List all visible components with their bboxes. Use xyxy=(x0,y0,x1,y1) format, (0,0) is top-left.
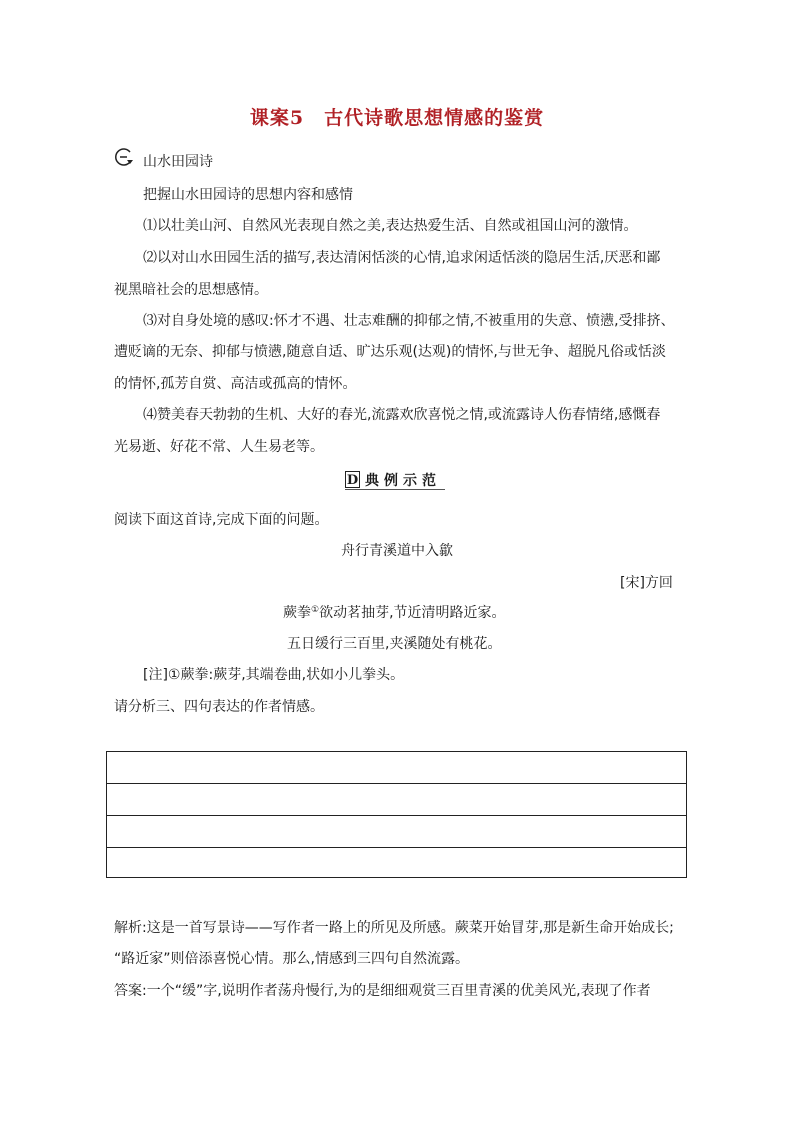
point-1-line-1: ⑴以壮美山河、自然风光表现自然之美,表达热爱生活、自然或祖国山河的激情。 xyxy=(143,218,638,234)
poem-title: 舟行青溪道中入歙 xyxy=(341,543,453,559)
point-3-line-2: 遭贬谪的无奈、抑郁与愤懑,随意自适、旷达乐观(达观)的情怀,与世无争、超脱凡俗或恬淡 xyxy=(114,344,666,360)
answer-writing-box[interactable] xyxy=(106,751,687,878)
poem-note: [注]①蕨拳:蕨芽,其端卷曲,状如小儿拳头。 xyxy=(143,667,405,683)
point-3-line-3: 的情怀,孤芳自赏、高洁或孤高的情怀。 xyxy=(114,376,357,392)
answer-rule-line xyxy=(107,847,686,848)
analysis-line-1: 解析:这是一首写景诗——写作者一路上的所见及所感。蕨菜开始冒芽,那是新生命开始成长; xyxy=(114,920,674,936)
question-intro: 阅读下面这首诗,完成下面的问题。 xyxy=(114,512,329,528)
point-4-line-1: ⑷赞美春天勃勃的生机、大好的春光,流露欢欣喜悦之情,或流露诗人伤春情绪,感慨春 xyxy=(143,407,661,423)
question-text: 请分析三、四句表达的作者情感。 xyxy=(114,699,324,715)
roman-numeral-one-icon xyxy=(114,147,134,167)
banner-text: 典例示范 xyxy=(365,473,441,489)
answer-text: 答案:一个“缓”字,说明作者荡舟慢行,为的是细细观赏三百里青溪的优美风光,表现了作者 xyxy=(114,983,651,999)
poem-line-1 xyxy=(283,603,506,623)
poem-line-2: 五日缓行三百里,夹溪随处有桃花。 xyxy=(287,636,502,652)
page-title: 课案5 古代诗歌思想情感的鉴赏 xyxy=(249,107,545,129)
point-3-line-1: ⑶对自身处境的感叹:怀才不遇、壮志难酬的抑郁之情,不被重用的失意、愤懑,受排挤、 xyxy=(143,313,675,329)
poem-line-1-start: 蕨拳 xyxy=(283,605,311,621)
section-heading: 山水田园诗 xyxy=(143,154,213,170)
banner-underline xyxy=(345,489,445,490)
footnote-marker: ① xyxy=(311,605,320,615)
point-2-line-2: 视黑暗社会的思想感情。 xyxy=(114,282,268,298)
analysis-line-2: “路近家”则倍添喜悦心情。那么,情感到三四句自然流露。 xyxy=(114,951,469,967)
answer-rule-line xyxy=(107,815,686,816)
poem-line-1-end: 欲动茗抽芽,节近清明路近家。 xyxy=(319,605,506,621)
poem-author: [宋]方回 xyxy=(620,575,673,591)
answer-rule-line xyxy=(107,783,686,784)
banner-letter-icon: D xyxy=(346,473,359,488)
point-4-line-2: 光易逝、好花不常、人生易老等。 xyxy=(114,439,324,455)
intro-text: 把握山水田园诗的思想内容和感情 xyxy=(143,187,353,203)
example-banner xyxy=(345,470,445,490)
point-2-line-1: ⑵以对山水田园生活的描写,表达清闲恬淡的心情,追求闲适恬淡的隐居生活,厌恶和鄙 xyxy=(143,250,661,266)
